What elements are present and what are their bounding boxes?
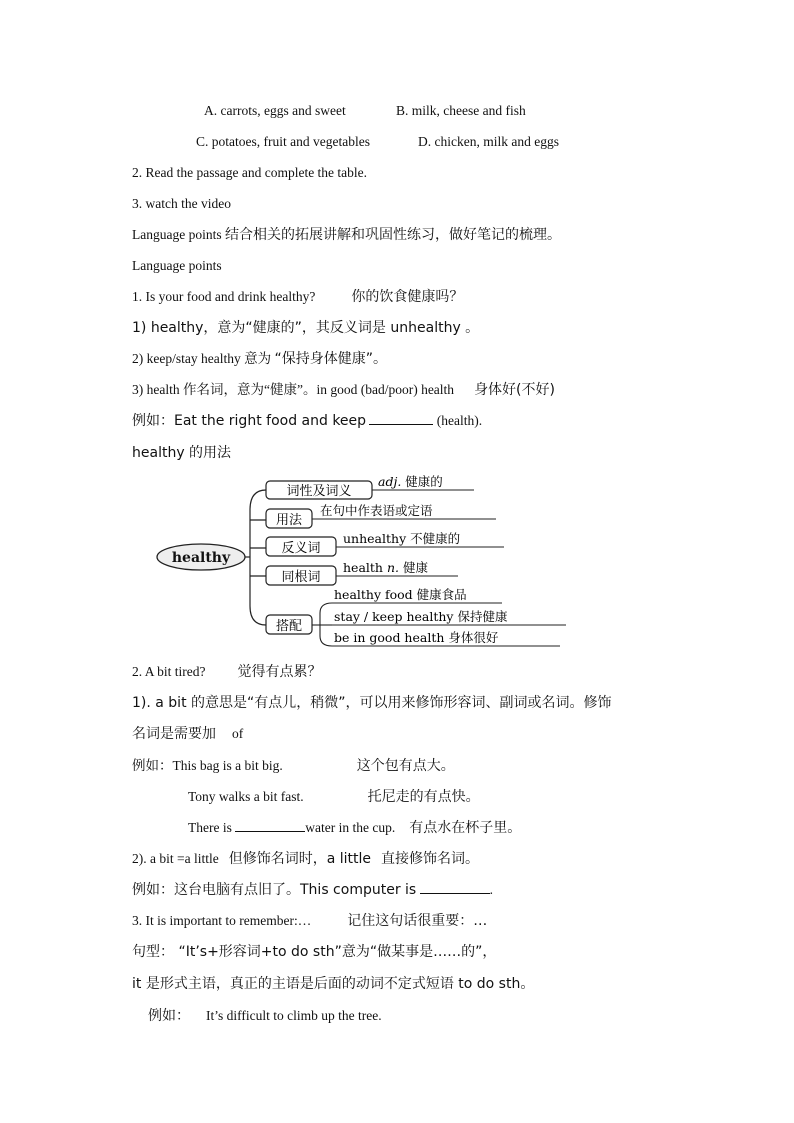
answer-blank[interactable]: [420, 881, 490, 894]
point3-example: 例如： It’s difficult to climb up the tree.: [148, 1008, 382, 1024]
usage-title: healthy 的用法: [132, 445, 232, 461]
point3-pattern: 句型： “It’s+形容词+to do sth”意为“做某事是……的”，: [132, 944, 497, 960]
option-b: B. milk, cheese and fish: [396, 103, 526, 118]
point2-sentence1-line2: 名词是需要加 of: [132, 726, 244, 742]
branch-collocation: 搭配: [275, 619, 303, 634]
branch-detail-usage: 在句中作表语或定语: [320, 503, 433, 518]
task-watch-video: 3. watch the video: [132, 196, 231, 211]
point1-question: 1. Is your food and drink healthy? 你的饮食健康吗？: [132, 289, 464, 305]
point1-sentence1: 1) healthy，意为“健康的”，其反义词是 unhealthy 。: [132, 320, 480, 336]
lp-intro-en: Language points: [132, 227, 222, 242]
branch-detail-antonym: unhealthy 不健康的: [343, 531, 461, 546]
point2-question: 2. A bit tired? 觉得有点累？: [132, 664, 322, 680]
point2-sentence1-line1: 1). a bit 的意思是“有点儿，稍微”，可以用来修饰形容词、副词或名词。修饰: [132, 695, 612, 711]
answer-blank[interactable]: [369, 412, 433, 425]
healthy-mindmap: [150, 470, 570, 650]
point2-example1: 例如：This bag is a bit big. 这个包有点大。: [132, 758, 455, 774]
point1-sentence3: 3) health 作名词，意为“健康”。in good (bad/poor) health 身体好(不好): [132, 382, 555, 398]
point2-example2: Tony walks a bit fast. 托尼走的有点快。: [188, 789, 480, 805]
point3-title: 3. It is important to remember:… 记住这句话很重要：…: [132, 913, 488, 929]
branch-usage: 用法: [275, 513, 303, 528]
point2-example4: 例如：这台电脑有点旧了。This computer is .: [132, 882, 493, 898]
mindmap-center-label: healthy: [171, 550, 231, 566]
option-a: A. carrots, eggs and sweet: [204, 103, 346, 118]
point2-sentence2: 2). a bit =a little 但修饰名词时，a little 直接修饰名词。: [132, 851, 480, 867]
answer-blank[interactable]: [235, 819, 305, 832]
task-read-passage: 2. Read the passage and complete the table.: [132, 165, 368, 180]
branch-cognate: 同根词: [281, 570, 321, 585]
option-c: C. potatoes, fruit and vegetables: [196, 134, 370, 149]
branch-part-of-speech: 词性及词义: [286, 484, 352, 499]
lp-intro-zh: 结合相关的拓展讲解和巩固性练习，做好笔记的梳理。: [224, 227, 561, 243]
point2-example3: There is water in the cup. 有点水在杯子里。: [188, 820, 522, 836]
point1-sentence2: 2) keep/stay healthy 意为 “保持身体健康”。: [132, 351, 387, 367]
point1-example: 例如：Eat the right food and keep (health).: [132, 413, 483, 429]
collocation-item: be in good health 身体很好: [334, 630, 499, 645]
point3-note: it 是形式主语，真正的主语是后面的动词不定式短语 to do sth。: [132, 976, 535, 992]
collocation-item: stay / keep healthy 保持健康: [334, 609, 508, 624]
branch-antonym: 反义词: [281, 541, 321, 556]
collocation-item: healthy food 健康食品: [334, 587, 467, 602]
branch-detail-meaning: adj. 健康的: [378, 474, 443, 489]
language-points-intro: [132, 226, 561, 244]
branch-detail-cognate: health n. 健康: [343, 560, 428, 575]
language-points-heading: Language points: [132, 258, 222, 273]
option-d: D. chicken, milk and eggs: [418, 134, 559, 149]
